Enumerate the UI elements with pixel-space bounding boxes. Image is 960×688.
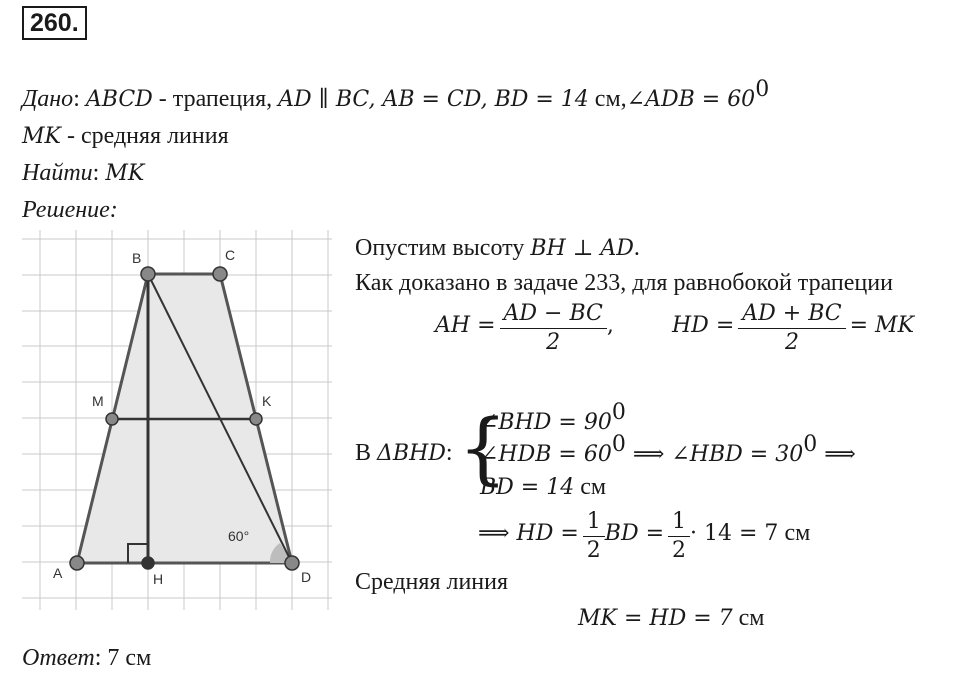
final-math: MK = HD = 7 — [578, 606, 733, 631]
given-angle: ∠ADB = 60 — [626, 87, 756, 112]
hd-rhs: = MK — [849, 313, 915, 339]
answer-value: : 7 см — [94, 645, 152, 671]
find-line: Найти: MK — [22, 160, 145, 186]
formula-hd-half — [478, 508, 810, 565]
sys2-tail-degree: 0 — [803, 432, 818, 457]
sys1-text: ∠BHD = 90 — [480, 410, 612, 435]
step-2: Как доказано в задаче 233, для равнобокой трапеции — [355, 270, 893, 296]
trapezoid-name: ABCD — [85, 87, 153, 112]
sys1-degree: 0 — [611, 400, 626, 425]
answer-label: Ответ — [22, 645, 95, 671]
label-d: D — [301, 569, 312, 585]
midline-name: MK — [22, 124, 61, 149]
system-line-1 — [480, 400, 856, 440]
angle-label: 60° — [228, 528, 250, 544]
point-a — [70, 556, 84, 570]
point-m — [106, 413, 118, 425]
step-1 — [355, 233, 640, 264]
frac2-den: 2 — [672, 538, 687, 563]
frac1-den: 2 — [586, 538, 601, 563]
given-dash: - трапеция, — [152, 86, 279, 112]
find-value: MK — [105, 161, 145, 186]
find-label: Найти — [22, 160, 93, 186]
step-1-text: Опустим высоту — [355, 235, 531, 261]
sys2-tail: ⟹ ∠HBD = 30 — [625, 442, 804, 467]
point-h — [142, 557, 154, 569]
label-h: H — [153, 571, 164, 587]
step-1-end: . — [633, 235, 640, 261]
frac-half-2 — [668, 508, 690, 565]
midline-desc: - средняя линия — [60, 123, 229, 149]
point-d — [285, 556, 299, 570]
ah-denominator: 2 — [546, 330, 561, 355]
problem-number: 260. — [22, 6, 87, 40]
ah-fraction — [500, 300, 607, 357]
hd-denominator: 2 — [784, 330, 799, 355]
hd2-end: · 14 = 7 — [690, 521, 779, 547]
formula-ah — [435, 300, 614, 357]
label-b: B — [132, 250, 142, 266]
point-k — [250, 413, 262, 425]
ah-lhs: AH = — [435, 313, 496, 339]
sys3-unit: см — [574, 474, 607, 500]
given-label: Дано — [22, 86, 74, 112]
hd2-pre: ⟹ HD = — [478, 521, 579, 547]
hd-fraction — [738, 300, 845, 357]
frac-half-1 — [583, 508, 605, 565]
hd-lhs: HD = — [672, 313, 735, 339]
triangle-prefix: В — [355, 440, 378, 466]
system-line-3 — [480, 472, 856, 505]
label-c: C — [225, 247, 236, 263]
given-line-2 — [22, 121, 229, 152]
triangle-name: ΔBHD — [377, 441, 446, 466]
trapezoid-figure — [22, 230, 332, 610]
ah-comma: , — [606, 313, 614, 339]
given-unit: см, — [588, 86, 627, 112]
label-m: M — [92, 393, 104, 409]
sys3-text: BD = 14 — [480, 475, 575, 500]
system-line-2 — [480, 432, 856, 472]
frac1-num: 1 — [583, 508, 605, 537]
given-angle-degree: 0 — [755, 77, 770, 102]
point-b — [141, 267, 155, 281]
hd2-mid: BD = — [604, 521, 665, 547]
ah-numerator: AD − BC — [500, 300, 607, 329]
point-c — [213, 267, 227, 281]
given-conditions: AD ∥ BC, AB = CD, BD = 14 — [278, 87, 589, 112]
triangle-label — [355, 438, 453, 469]
given-line: Дано: ABCD - трапеция, AD ∥ BC, AB = CD, BD = 14 см,∠ADB = $60^0$ — [22, 77, 770, 112]
final-unit: см — [732, 605, 765, 631]
midline-text: Средняя линия — [355, 569, 509, 595]
hd-numerator: AD + BC — [738, 300, 845, 329]
formula-hd — [672, 300, 914, 357]
triangle-colon: : — [445, 440, 453, 466]
label-a: A — [53, 565, 63, 581]
hd2-unit: см — [778, 520, 811, 547]
sys2-degree: 0 — [611, 432, 626, 457]
step-1-math: BH ⊥ AD — [530, 236, 634, 261]
solution-label: Решение: — [22, 197, 118, 223]
sys2-arrow: ⟹ — [817, 442, 856, 467]
sys2-text: ∠HDB = 60 — [480, 442, 612, 467]
label-k: K — [262, 393, 272, 409]
frac2-num: 1 — [668, 508, 690, 537]
answer-line — [22, 643, 151, 673]
final-formula — [578, 603, 764, 636]
system-brace: { — [458, 404, 508, 494]
system-lines — [480, 400, 856, 505]
